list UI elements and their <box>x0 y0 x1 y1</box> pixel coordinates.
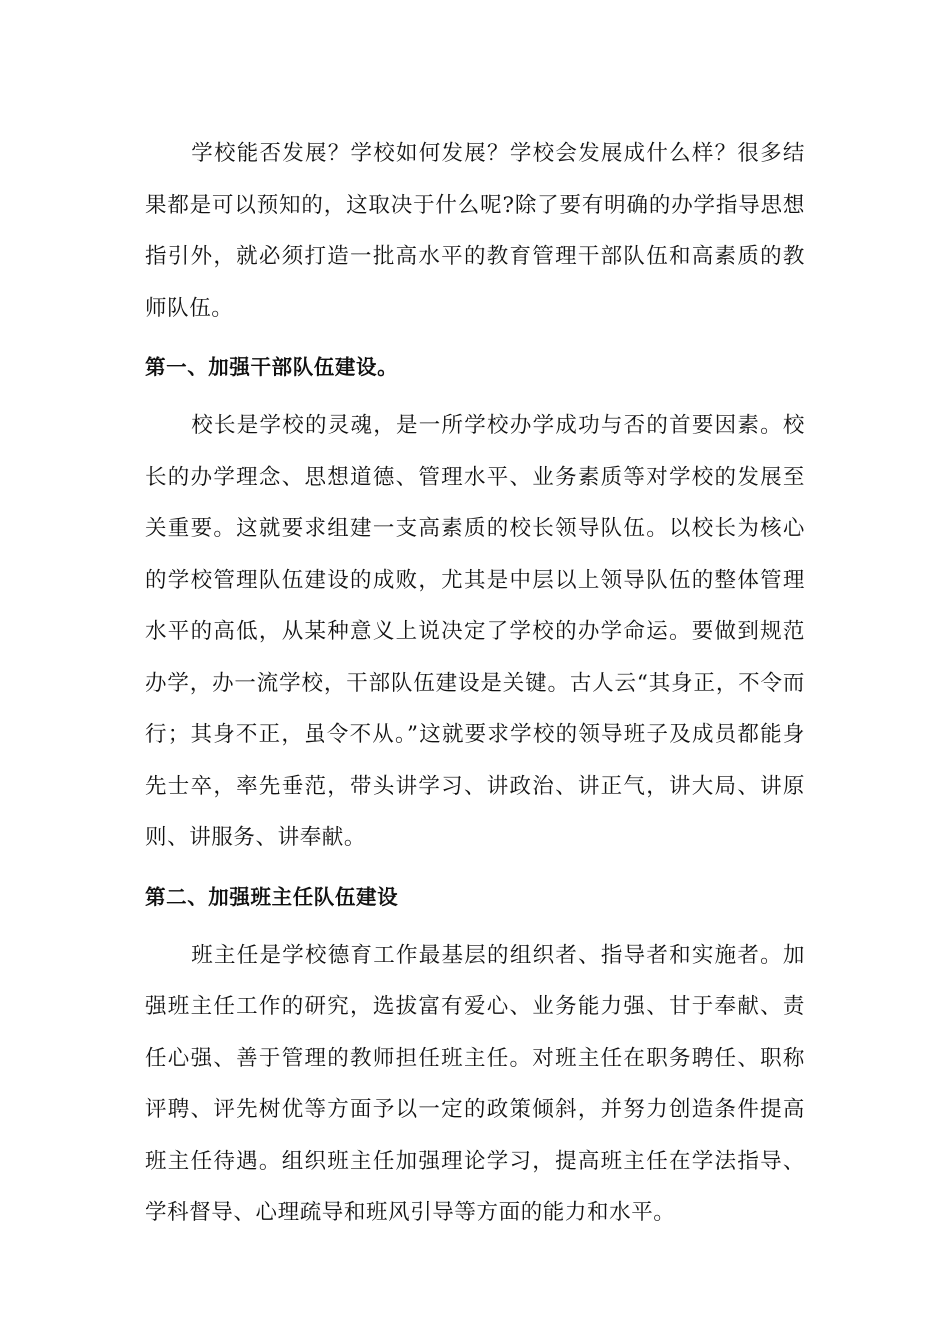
section-heading-head-teacher: 第二、加强班主任队伍建设 <box>145 884 399 909</box>
section-heading-cadre: 第一、加强干部队伍建设。 <box>145 355 399 379</box>
section-paragraph-head-teacher: 班主任是学校德育工作最基层的组织者、指导者和实施者。加强班主任工作的研究，选拔富有爱心、业务能力强、甘于奉献、责任心强、善于管理的教师担任班主任。对班主任在职务聘任、职称评聘、评先树优等方面予以一定的政策倾斜，并努力创造条件提高班主任待遇。组织班主任加强理论学习，提高班主任在学法指导、学科督导、心理疏导和班风引导等方面的能力和水平。 <box>145 942 805 1225</box>
section-paragraph-cadre: 校长是学校的灵魂，是一所学校办学成功与否的首要因素。校长的办学理念、思想道德、管理水平、业务素质等对学校的发展至关重要。这就要求组建一支高素质的校长领导队伍。以校长为核心的学校管理队伍建设的成败，尤其是中层以上领导队伍的整体管理水平的高低，从某种意义上说决定了学校的办学命运。要做到规范办学，办一流学校，干部队伍建设是关键。古人云“其身正，不令而行；其身不正，虽令不从。”这就要求学校的领导班子及成员都能身先士卒，率先垂范，带头讲学习、讲政治、讲正气，讲大局、讲原则、讲服务、讲奉献。 <box>145 413 805 850</box>
document-body <box>145 128 805 1239</box>
intro-paragraph: 学校能否发展？学校如何发展？学校会发展成什么样？很多结果都是可以预知的，这取决于什么呢?除了要有明确的办学指导思想指引外，就必须打造一批高水平的教育管理干部队伍和高素质的教师队伍。 <box>145 141 805 321</box>
